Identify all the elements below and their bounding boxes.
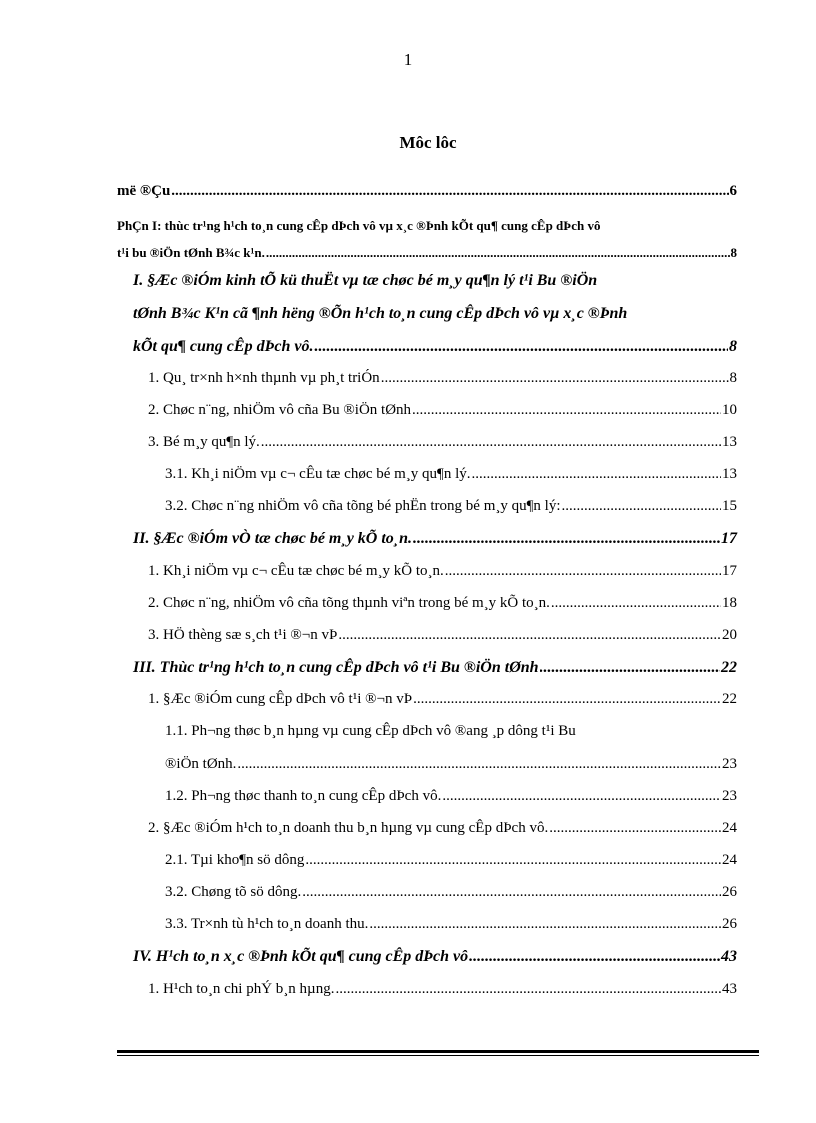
toc-entry-sec1[interactable] [133, 338, 737, 356]
toc-entry-title: 3. Bé m¸y qu¶n lý. [148, 434, 260, 450]
dot-leader [551, 595, 721, 612]
toc-entry-page: 26 [722, 916, 737, 932]
toc-entry-page: 17 [722, 563, 737, 579]
toc-entry-3-3-3[interactable] [165, 916, 737, 933]
toc-entry-title: 2.1. Tµi kho¶n sö dông [165, 852, 305, 868]
toc-entry-page: 13 [722, 434, 737, 450]
toc-entry-sec4[interactable] [133, 948, 737, 966]
toc-entry-1-2[interactable] [148, 402, 737, 419]
dot-leader [549, 820, 721, 837]
toc-entry-page: 23 [722, 756, 737, 772]
toc-entry-title: t¹i bu ®iÖn tØnh B¾c k¹n. [117, 245, 265, 260]
toc-entry-title: 3.1. Kh¸i niÖm vµ c¬ cÊu tæ chøc bé m¸y qu¶n lý. [165, 466, 471, 482]
toc-entry-page: 6 [729, 183, 737, 199]
toc-entry-3-3-2[interactable] [165, 884, 737, 901]
toc-entry-3-1[interactable] [148, 691, 737, 708]
toc-entry-title: 2. §Æc ®iÓm h¹ch to¸n doanh thu b¸n hµng vµ cung cÊp dÞch vô. [148, 820, 549, 836]
toc-entry-page: 23 [722, 788, 737, 804]
dot-leader [381, 370, 729, 387]
toc-entry-3-1-2[interactable] [165, 788, 737, 805]
toc-entry-sec3[interactable] [133, 659, 737, 677]
toc-entry-title: më ®Çu [117, 183, 171, 199]
toc-entry-page: 15 [722, 498, 737, 514]
toc-entry-page: 26 [722, 884, 737, 900]
toc-entry-title: 1.2. Ph¬ng thøc thanh to¸n cung cÊp dÞch vô. [165, 788, 442, 804]
toc-entry-page: 13 [722, 466, 737, 482]
toc-entry-4-1[interactable] [148, 981, 737, 998]
toc-entry-1-3-1[interactable] [165, 466, 737, 483]
toc-entry-part1-line1[interactable]: PhÇn I: thùc tr¹ng h¹ch to¸n cung cÊp dÞch vô vµ x¸c ®Þnh kÕt qu¶ cung cÊp dÞch vô [117, 218, 601, 233]
dot-leader [369, 916, 721, 933]
toc-entry-page: 43 [721, 948, 737, 965]
dot-leader [540, 659, 720, 677]
toc-entry-3-2-1[interactable] [165, 852, 737, 869]
toc-entry-page: 17 [721, 530, 737, 547]
toc-entry-page: 24 [722, 852, 737, 868]
toc-entry-page: 20 [722, 627, 737, 643]
footer-rule-thin [117, 1055, 759, 1056]
toc-title: Môc lôc [399, 133, 457, 152]
toc-entry-title: II. §Æc ®iÓm vÒ tæ chøc bé m¸y kÕ to¸n. [133, 530, 413, 547]
dot-leader [413, 530, 720, 548]
toc-entry-title: 2. Chøc n¨ng, nhiÖm vô cña Bu ®iÖn tØnh [148, 402, 412, 418]
dot-leader [412, 402, 721, 419]
toc-entry-title: 1. H¹ch to¸n chi phÝ b¸n hµng. [148, 981, 335, 997]
dot-leader [442, 788, 721, 805]
dot-leader [413, 691, 721, 708]
footer-rule-thick [117, 1050, 759, 1053]
toc-entry-page: 22 [722, 691, 737, 707]
toc-entry-2-3[interactable] [148, 627, 737, 644]
toc-entry-title: 3.3. Tr×nh tù h¹ch to¸n doanh thu. [165, 916, 369, 932]
dot-leader [335, 981, 721, 998]
toc-entry-page: 8 [729, 338, 737, 355]
toc-entry-title: kÕt qu¶ cung cÊp dÞch vô. [133, 338, 314, 355]
toc-entry-title: III. Thùc tr¹ng h¹ch to¸n cung cÊp dÞch vô t¹i Bu ®iÖn tØnh [133, 659, 539, 676]
toc-entry-title: 3.2. Chøc n¨ng nhiÖm vô cña tõng bé phËn trong bé m¸y qu¶n lý: [165, 498, 561, 514]
toc-entry-1-3-2[interactable] [165, 498, 737, 515]
toc-entry-page: 8 [730, 245, 737, 260]
toc-entry-title: 3.2. Chøng tõ sö dông. [165, 884, 302, 900]
dot-leader [469, 948, 720, 966]
dot-leader [338, 627, 721, 644]
toc-entry-page: 24 [722, 820, 737, 836]
toc-entry-title: ®iÖn tØnh. [165, 756, 237, 772]
toc-entry-part1[interactable] [117, 245, 737, 261]
toc-entry-3-1-1-line1[interactable]: 1.1. Ph¬ng thøc b¸n hµng vµ cung cÊp dÞch vô ®ang ¸p dông t¹i Bu [165, 723, 576, 739]
toc-entry-3-1-1[interactable] [165, 756, 737, 773]
toc-entry-page: 18 [722, 595, 737, 611]
dot-leader [305, 852, 721, 869]
toc-entry-sec1-line2[interactable]: tØnh B¾c K¹n cã ¶nh hëng ®Õn h¹ch to¸n cung cÊp dÞch vô vµ x¸c ®Þnh [133, 305, 628, 322]
toc-entry-page: 22 [721, 659, 737, 676]
toc-entry-page: 8 [729, 370, 737, 386]
toc-entry-title: 1. §Æc ®iÓm cung cÊp dÞch vô t¹i ®¬n vÞ [148, 691, 413, 707]
toc-entry-3-2[interactable] [148, 820, 737, 837]
toc-entry-page: 43 [722, 981, 737, 997]
toc-entry-page: 10 [722, 402, 737, 418]
dot-leader [261, 434, 721, 451]
toc-entry-title: 1. Kh¸i niÖm vµ c¬ cÊu tæ chøc bé m¸y kÕ to¸n. [148, 563, 444, 579]
page-number: 1 [403, 50, 413, 69]
toc-entry-title: 1. Qu¸ tr×nh h×nh thµnh vµ ph¸t triÓn [148, 370, 380, 386]
toc-entry-1-1[interactable] [148, 370, 737, 387]
dot-leader [562, 498, 722, 515]
toc-entry-2-1[interactable] [148, 563, 737, 580]
dot-leader [266, 245, 730, 261]
toc-entry-2-2[interactable] [148, 595, 737, 612]
dot-leader [237, 756, 721, 773]
toc-entry-preface[interactable] [117, 183, 737, 200]
toc-entry-1-3[interactable] [148, 434, 737, 451]
dot-leader [302, 884, 721, 901]
dot-leader [445, 563, 721, 580]
dot-leader [171, 183, 728, 200]
toc-entry-sec2[interactable] [133, 530, 737, 548]
toc-entry-sec1-line1[interactable]: I. §Æc ®iÓm kinh tÕ kü thuËt vµ tæ chøc bé m¸y qu¶n lý t¹i Bu ®iÖn [133, 272, 598, 289]
dot-leader [472, 466, 721, 483]
toc-entry-title: IV. H¹ch to¸n x¸c ®Þnh kÕt qu¶ cung cÊp dÞch vô [133, 948, 469, 965]
toc-entry-title: 2. Chøc n¨ng, nhiÖm vô cña tõng thµnh viªn trong bé m¸y kÕ to¸n. [148, 595, 550, 611]
toc-entry-title: 3. HÖ thèng sæ s¸ch t¹i ®¬n vÞ [148, 627, 338, 643]
dot-leader [314, 338, 728, 356]
